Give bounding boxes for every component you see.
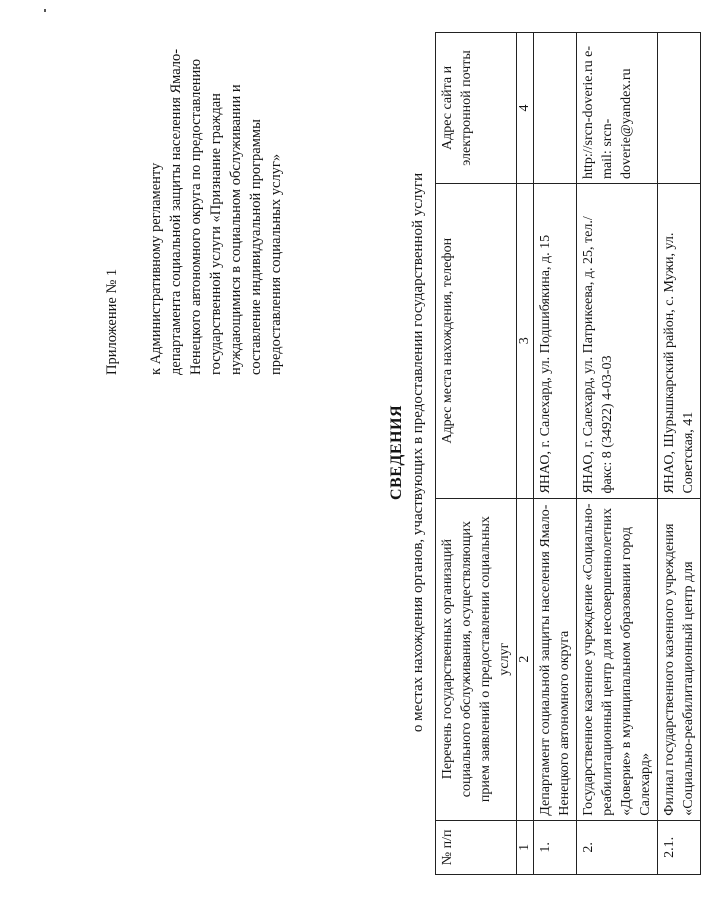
document-subtitle: о местах нахождения органов, участвующих в предоставлении государственной услуги [410,172,426,733]
table-header-row [436,33,517,875]
appendix-line: составление индивидуальной программы [248,119,264,375]
row-number: 2. [577,820,658,874]
column-number: 4 [517,33,534,184]
header-number: № п/п [436,820,517,874]
appendix-line: Ненецкого автономного округа по предоставлению [188,58,204,375]
table-row [658,33,701,875]
column-number-row [517,33,534,875]
header-website-email: Адрес сайта и электронной почты [436,33,517,184]
appendix-block [102,30,286,375]
appendix-line: к Административному регламенту [148,162,164,375]
column-number: 3 [517,183,534,498]
row-number: 1. [534,820,577,874]
appendix-number: Приложение № 1 [104,268,120,375]
row-address: ЯНАО, г. Салехард, ул. Подшибякина, д. 15 [534,183,577,498]
organizations-table [435,32,701,875]
appendix-line: предоставления социальных услуг» [268,153,284,375]
scan-speck [44,9,46,12]
header-address: Адрес места нахождения, телефон [436,183,517,498]
row-organization: Филиал государственного казенного учреждения «Социально-реабилитационный центр для [658,498,701,820]
appendix-line: департамента социальной защиты населения Ямало- [168,48,184,375]
column-number: 2 [517,498,534,820]
row-address: ЯНАО, Шурышкарский район, с. Мужи, ул. Советская, 41 [658,183,701,498]
row-organization: Государственное казенное учреждение «Социально-реабилитационный центр для несовершеннолетних «Доверие» в муниципальном образовании город Салехард» [577,498,658,820]
header-organizations: Перечень государственных организаций социального обслуживания, осуществляющих прием заявлений о предоставлении социальных услуг [436,498,517,820]
row-number: 2.1. [658,820,701,874]
column-number: 1 [517,820,534,874]
row-contact [658,33,701,184]
appendix-line: нуждающимися в социальном обслуживании и [228,84,244,375]
row-contact [534,33,577,184]
row-address: ЯНАО, г. Салехард, ул. Патрикеева, д. 25, тел./факс: 8 (34922) 4-03-03 [577,183,658,498]
row-organization: Департамент социальной защиты населения Ямало-Ненецкого автономного округа [534,498,577,820]
document-title: СВЕДЕНИЯ [388,404,405,501]
row-contact: http://srcn-doverie.ru e-mail: srcn-doverie@yandex.ru [577,33,658,184]
table-row [534,33,577,875]
table-row [577,33,658,875]
appendix-line: государственной услуги «Признание граждан [208,93,224,375]
